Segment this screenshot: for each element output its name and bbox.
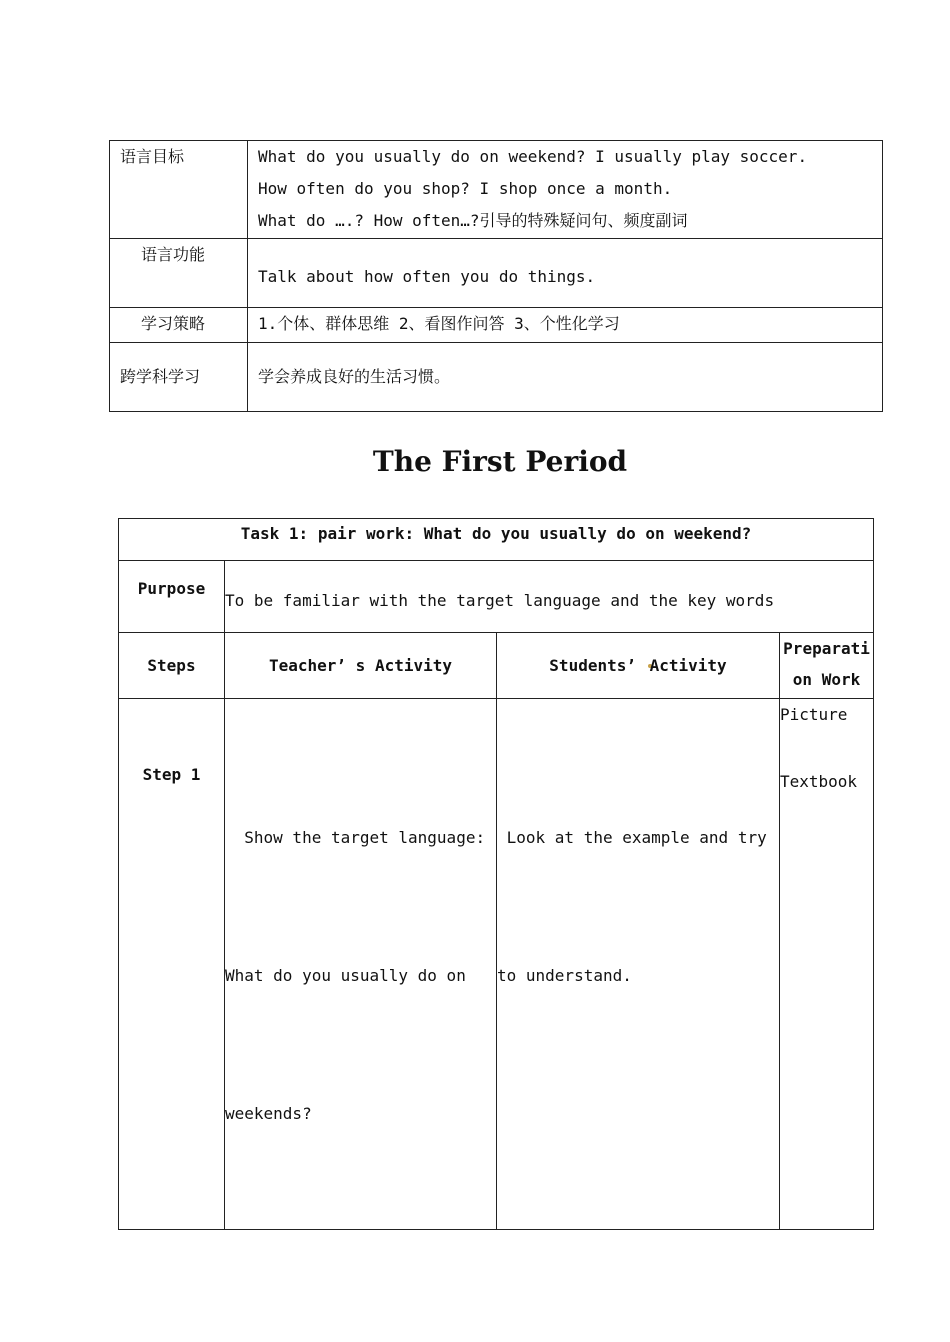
table-row xyxy=(110,239,883,308)
prep-header-line: Preparati xyxy=(783,639,870,658)
interdisciplinary-line: 学会养成良好的生活习惯。 xyxy=(258,367,451,386)
steps-header: Steps xyxy=(119,633,225,699)
table-row xyxy=(119,519,874,561)
step-1-teacher-activity xyxy=(225,699,497,1230)
learning-strategy-content xyxy=(248,308,883,343)
row-label-interdisciplinary: 跨学科学习 xyxy=(110,343,248,412)
teacher-activity-line: What do you usually do on xyxy=(225,966,466,985)
preparation-work-header xyxy=(780,633,874,699)
table-row xyxy=(110,343,883,412)
task-header: Task 1: pair work: What do you usually do on weekend? xyxy=(119,519,874,561)
students-activity-line: Look at the example and try xyxy=(497,828,767,847)
preparation-line: Textbook xyxy=(780,772,858,791)
table-row xyxy=(119,633,874,699)
table-row xyxy=(110,141,883,239)
students-activity-header xyxy=(497,633,780,699)
teacher-activity-line: weekends? xyxy=(225,1104,312,1123)
interdisciplinary-content xyxy=(248,343,883,412)
table-row xyxy=(119,561,874,633)
row-label-language-function: 语言功能 xyxy=(110,239,248,308)
page-title: The First Period xyxy=(372,445,628,478)
students-header-part: Students’ xyxy=(549,655,646,675)
language-function-content xyxy=(248,239,883,308)
row-label-language-goals: 语言目标 xyxy=(110,141,248,239)
students-activity-line: to understand. xyxy=(497,966,632,985)
language-goal-line: What do you usually do on weekend? I usually play soccer. xyxy=(258,147,808,166)
students-header-part: Activity xyxy=(649,655,727,675)
language-goal-line: How often do you shop? I shop once a month. xyxy=(258,179,673,198)
teacher-activity-line: Show the target language: xyxy=(225,828,486,847)
prep-header-line: on Work xyxy=(792,670,861,689)
language-function-line: Talk about how often you do things. xyxy=(258,267,596,286)
teacher-activity-header: Teacher’ s Activity xyxy=(225,633,497,699)
purpose-text: To be familiar with the target language and the key words xyxy=(225,561,874,633)
language-goal-line: What do ….? How often…?引导的特殊疑问句、频度副词 xyxy=(258,211,688,230)
table-row xyxy=(119,699,874,1230)
language-goals-content xyxy=(248,141,883,239)
objectives-table xyxy=(109,140,883,412)
table-row xyxy=(110,308,883,343)
step-1-students-activity xyxy=(497,699,780,1230)
step-1-preparation xyxy=(780,699,874,1230)
preparation-line: Picture xyxy=(780,705,848,724)
step-1-label: Step 1 xyxy=(119,699,225,1230)
purpose-label: Purpose xyxy=(119,561,225,633)
task-table xyxy=(118,518,874,1230)
row-label-learning-strategy: 学习策略 xyxy=(110,308,248,343)
learning-strategy-line: 1.个体、群体思维 2、看图作问答 3、个性化学习 xyxy=(258,314,620,333)
